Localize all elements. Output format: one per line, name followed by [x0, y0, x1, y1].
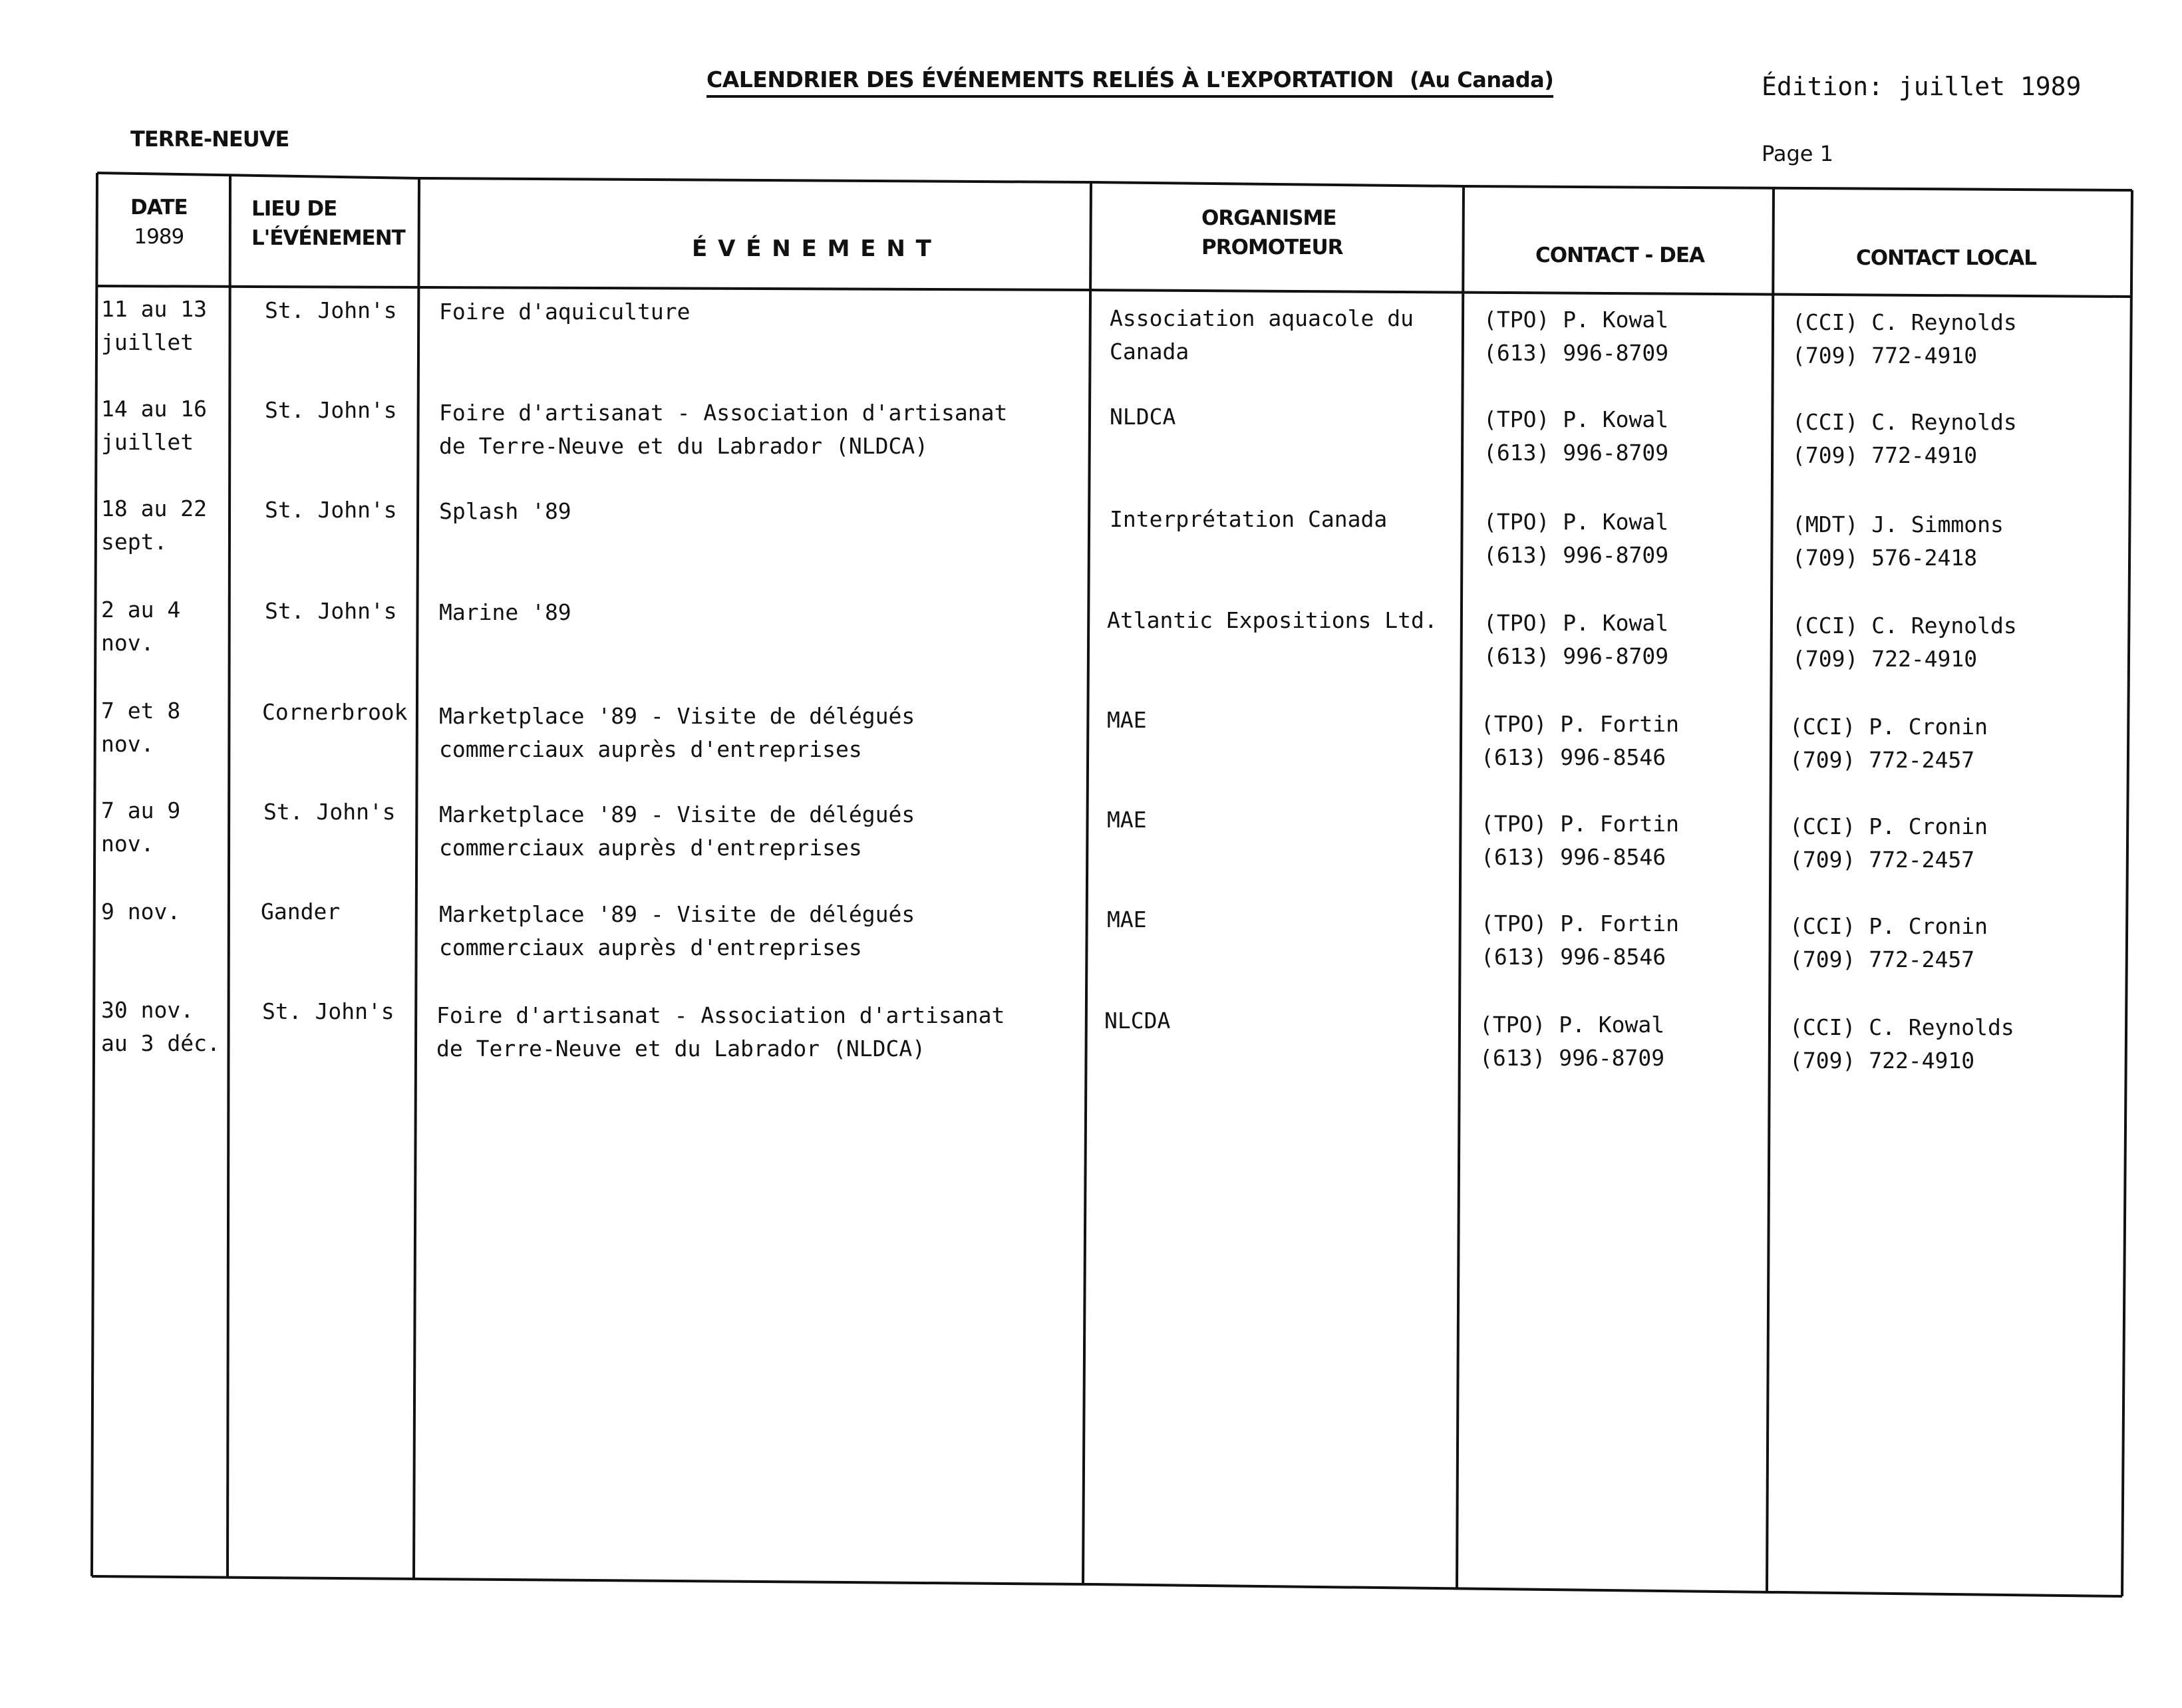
- cell-contact-local: (CCI) P. Cronin (709) 772-2457: [1790, 714, 1988, 773]
- cell-evenement: Marine '89: [439, 599, 571, 625]
- col-header-organisme-line2: PROMOTEUR: [1201, 235, 1343, 259]
- cell-organisme: MAE: [1107, 807, 1147, 833]
- cell-date: 18 au 22 sept.: [101, 496, 207, 555]
- cell-organisme: MAE: [1107, 907, 1147, 932]
- cell-organisme: NLCDA: [1104, 1008, 1171, 1034]
- cell-evenement: Foire d'aquiculture: [439, 299, 691, 325]
- cell-lieu: Gander: [261, 899, 341, 925]
- cell-evenement: Splash '89: [439, 498, 571, 524]
- cell-contact-local: (CCI) P. Cronin (709) 772-2457: [1790, 813, 1988, 873]
- cell-date: 9 nov.: [101, 899, 181, 925]
- col-header-date: [130, 193, 188, 251]
- cell-date: 2 au 4 nov.: [101, 597, 181, 656]
- cell-evenement: Foire d'artisanat - Association d'artisanat de Terre-Neuve et du Labrador (NLDCA): [436, 1002, 1005, 1062]
- cell-contact-dea: (TPO) P. Fortin (613) 996-8546: [1481, 811, 1680, 870]
- cell-contact-local: (CCI) C. Reynolds (709) 772-4910: [1792, 409, 2017, 468]
- title-main: CALENDRIER DES ÉVÉNEMENTS RELIÉS À L'EXPORTATION: [706, 67, 1394, 92]
- col-header-date-label: DATE: [130, 196, 188, 219]
- cell-contact-dea: (TPO) P. Kowal (613) 996-8709: [1483, 406, 1669, 466]
- cell-contact-local: (MDT) J. Simmons (709) 576-2418: [1792, 511, 2004, 571]
- edition-date: Édition: juillet 1989: [1762, 72, 2082, 101]
- cell-lieu: St. John's: [265, 397, 397, 423]
- cell-date: 30 nov. au 3 déc.: [101, 997, 220, 1056]
- col-header-organisme: [1201, 204, 1343, 262]
- page-number: Page 1: [1762, 141, 1833, 166]
- cell-contact-dea: (TPO) P. Kowal (613) 996-8709: [1483, 610, 1669, 669]
- cell-organisme: Atlantic Expositions Ltd.: [1107, 607, 1438, 633]
- col-header-evenement-label: É V É N E M E N T: [692, 235, 933, 262]
- cell-contact-local: (CCI) P. Cronin (709) 772-2457: [1790, 913, 1988, 972]
- cell-contact-dea: (TPO) P. Kowal (613) 996-8709: [1483, 509, 1669, 568]
- cell-lieu: Cornerbrook: [262, 699, 408, 725]
- cell-organisme: Association aquacole du Canada: [1110, 305, 1414, 364]
- cell-lieu: St. John's: [265, 297, 397, 323]
- cell-evenement: Marketplace '89 - Visite de délégués commerciaux auprès d'entreprises: [439, 901, 915, 960]
- cell-evenement: Marketplace '89 - Visite de délégués commerciaux auprès d'entreprises: [439, 801, 915, 861]
- cell-lieu: St. John's: [262, 998, 394, 1024]
- col-header-contact-dea: [1535, 241, 1704, 270]
- cell-organisme: NLDCA: [1110, 404, 1176, 430]
- col-header-lieu: [251, 194, 405, 253]
- col-header-contact-dea-label: CONTACT - DEA: [1535, 243, 1705, 267]
- cell-date: 7 au 9 nov.: [101, 797, 181, 857]
- cell-organisme: Interprétation Canada: [1110, 506, 1388, 532]
- cell-date: 7 et 8 nov.: [101, 698, 181, 757]
- cell-evenement: Foire d'artisanat - Association d'artisanat de Terre-Neuve et du Labrador (NLDCA): [439, 400, 1008, 459]
- region-label: TERRE-NEUVE: [130, 126, 289, 152]
- cell-contact-dea: (TPO) P. Kowal (613) 996-8709: [1483, 307, 1669, 366]
- title-sub: (Au Canada): [1409, 67, 1554, 92]
- cell-lieu: St. John's: [265, 497, 397, 523]
- col-header-contact-local: [1856, 243, 2036, 273]
- col-header-contact-local-label: CONTACT LOCAL: [1856, 246, 2036, 270]
- cell-contact-dea: (TPO) P. Kowal (613) 996-8709: [1480, 1012, 1665, 1071]
- cell-date: 11 au 13 juillet: [101, 296, 207, 355]
- col-header-lieu-line1: LIEU DE: [251, 197, 337, 221]
- cell-contact-local: (CCI) C. Reynolds (709) 772-4910: [1792, 309, 2017, 368]
- col-header-organisme-line1: ORGANISME: [1201, 206, 1336, 230]
- cell-contact-local: (CCI) C. Reynolds (709) 722-4910: [1792, 613, 2017, 672]
- cell-evenement: Marketplace '89 - Visite de délégués commerciaux auprès d'entreprises: [439, 703, 915, 762]
- col-header-lieu-line2: L'ÉVÉNEMENT: [251, 226, 405, 250]
- cell-lieu: St. John's: [263, 799, 396, 825]
- cell-date: 14 au 16 juillet: [101, 396, 207, 455]
- cell-contact-dea: (TPO) P. Fortin (613) 996-8546: [1481, 711, 1680, 770]
- cell-contact-dea: (TPO) P. Fortin (613) 996-8546: [1481, 911, 1680, 970]
- cell-lieu: St. John's: [265, 598, 397, 624]
- col-header-evenement: [692, 234, 933, 263]
- cell-contact-local: (CCI) C. Reynolds (709) 722-4910: [1790, 1014, 2014, 1073]
- cell-organisme: MAE: [1107, 707, 1147, 733]
- col-header-date-year: 1989: [134, 225, 184, 249]
